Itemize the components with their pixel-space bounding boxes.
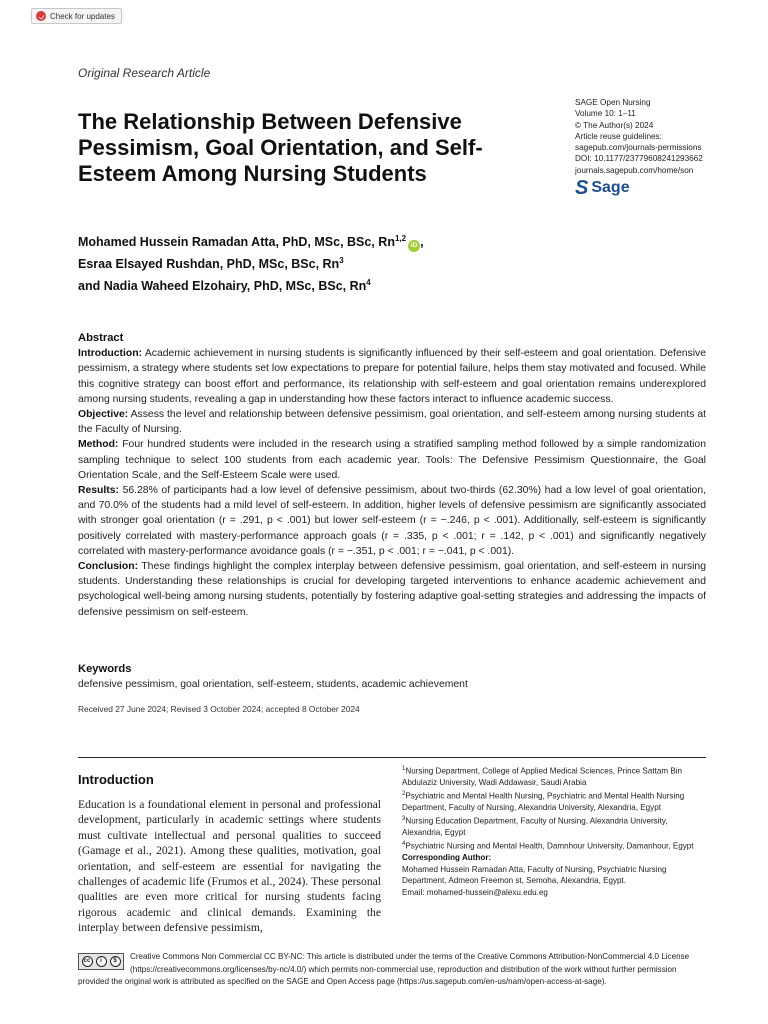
affiliation-number: 2: [402, 790, 406, 797]
by-icon: i: [96, 956, 107, 967]
doi[interactable]: DOI: 10.1177/23779608241293662: [575, 154, 703, 164]
nc-icon: $: [110, 956, 121, 967]
introduction-label: Introduction:: [78, 348, 143, 360]
keywords-section: [78, 662, 468, 692]
author-affiliation-ref: 1,2: [394, 234, 407, 243]
check-for-updates-label: Check for updates: [50, 11, 115, 21]
affiliation-text: Nursing Department, College of Applied Medical Sciences, Prince Sattam Bin Abdulaziz University, Wadi Addawasir, Saudi Arabia: [402, 766, 683, 788]
journal-volume: Volume 10: 1–11: [575, 109, 636, 119]
affiliation-item: [402, 814, 706, 839]
orcid-icon[interactable]: iD: [408, 240, 420, 252]
journal-copyright: © The Author(s) 2024: [575, 120, 654, 130]
article-title: The Relationship Between Defensive Pessimism, Goal Orientation, and Self-Esteem Among Nursing Students: [78, 109, 483, 186]
abstract-conclusion: [78, 559, 706, 620]
keywords-text: defensive pessimism, goal orientation, self-esteem, students, academic achievement: [78, 679, 468, 690]
sage-logo: [575, 177, 703, 200]
license-notice: [78, 951, 706, 989]
author-name: Nadia Waheed Elzohairy, PhD, MSc, BSc, Rn: [103, 278, 367, 293]
author-affiliation-ref: 3: [339, 256, 344, 266]
corresponding-author-text: Mohamed Hussein Ramadan Atta, Faculty of Nursing, Psychiatric Nursing Department, Admeon Freemon st, Semoha, Alexandria, Egypt.: [402, 864, 667, 886]
objective-text: Assess the level and relationship between defensive pessimism, goal orientation, and self-esteem among nursing students at the Faculty of Nursing.: [78, 409, 706, 436]
method-text: Four hundred students were included in the research using a stratified sampling method followed by a simple randomization sampling technique to select 100 students from each academic year. Tools: The Defensive Pessimism Questionnaire, the Goal Orientation Scale, and the Self-Esteem Scale were used.: [78, 439, 706, 481]
author-line: [78, 230, 424, 252]
author-name: Esraa Elsayed Rushdan, PhD, MSc, BSc, Rn: [78, 257, 340, 272]
journal-home-link[interactable]: journals.sagepub.com/home/son: [575, 165, 694, 175]
corresponding-author-heading: Corresponding Author:: [402, 852, 492, 862]
abstract-heading: Abstract: [78, 332, 124, 344]
sage-logo-icon: S: [575, 177, 589, 200]
affiliation-item: [402, 839, 706, 852]
cc-icon: cc: [82, 956, 93, 967]
introduction-body: Education is a foundational element in personal and professional development, particularly in academic settings where students must cultivate intellectual and personal qualities to succeed (Gamage et al., 2021). Among these qualities, motivation, goal orientation, and self-esteem are essential for navigating the challenges of academic life (Frumos et al., 2024). These personal qualities are even more critical for nursing students facing rigorous academic and clinical demands. Examining the interplay between defensive pessimism,: [78, 798, 381, 935]
abstract-method: [78, 437, 706, 483]
conclusion-text: These findings highlight the complex interplay between defensive pessimism, goal orientation, and self-esteem in nursing students. Understanding these relationships is crucial for developing targeted interventions to enhance academic achievement and psychological well-being among nursing students, potentially by fostering adaptive goal-setting strategies and addressing the impacts of defensive pessimism on self-esteem.: [78, 561, 706, 618]
abstract: [78, 331, 706, 620]
method-label: Method:: [78, 439, 119, 451]
affiliations: [402, 764, 706, 898]
objective-label: Objective:: [78, 409, 129, 421]
author-prefix: and: [78, 278, 104, 293]
author-list: [78, 230, 424, 295]
author-name: Mohamed Hussein Ramadan Atta, PhD, MSc, BSc, Rn: [78, 235, 395, 250]
author-line: [78, 252, 424, 274]
keywords-heading: Keywords: [78, 663, 132, 675]
section-divider: [78, 757, 706, 758]
conclusion-label: Conclusion:: [78, 561, 139, 573]
license-text: Creative Commons Non Commercial CC BY-NC: This article is distributed under the terms of the Creative Commons Attribution-NonCommercial 4.0 License (https://creativecommons.org/licenses/by-nc/4.0/) which permits non-commercial use, reproduction and distribution of the work without further permission provided the original work is attributed as specified on the SAGE and Open Access page (https://us.sagepub.com/en-us/nam/open-access-at-sage).: [78, 952, 690, 987]
article-type: Original Research Article: [78, 66, 211, 80]
author-line: [78, 274, 424, 296]
author-separator: ,: [420, 235, 424, 250]
abstract-objective: [78, 407, 706, 437]
corresponding-author-email[interactable]: Email: mohamed-hussein@alexu.edu.eg: [402, 887, 548, 897]
results-label: Results:: [78, 485, 119, 497]
check-updates-icon: [36, 11, 46, 21]
article-dates: Received 27 June 2024; Revised 3 October 2024; accepted 8 October 2024: [78, 704, 360, 714]
reuse-link[interactable]: sagepub.com/journals-permissions: [575, 143, 702, 153]
affiliation-text: Psychiatric Nursing and Mental Health, Damnhour University, Damanhour, Egypt: [405, 841, 694, 851]
author-affiliation-ref: 4: [366, 277, 371, 287]
introduction-text: Academic achievement in nursing students is significantly influenced by their self-esteem and goal orientation. Defensive pessimism, a strategy where students set low expectations to prepare for potential failure, helps them stay motivated and focused. While this cognitive strategy can boost effort and performance, its relationship with self-esteem and goal orientation remains underexplored among nursing students, revealing a gap in understanding how these factors interact to influence academic success.: [78, 348, 706, 405]
affiliation-item: [402, 764, 706, 789]
reuse-label: Article reuse guidelines:: [575, 131, 662, 141]
affiliation-text: Psychiatric and Mental Health Nursing, Psychiatric and Mental Health Nursing Department, Faculty of Nursing, Alexandria University, Alexandria, Egypt: [402, 791, 685, 813]
results-text: 56.28% of participants had a low level of defensive pessimism, about two-thirds (62.30%) had a low level of goal orientation, and 70.0% of the students had a mild level of self-esteem. In addition, higher levels of defensive pessimism are significantly associated with stronger goal orientation (r = .291, p < .001) but lower self-esteem (r = −.246, p < .001). Additionally, self-esteem is significantly positively correlated with mastery-performance approach goals (r = .335, p < .001; r = .142, p < .001) and significantly negatively correlated with mastery-performance avoidance goals (r = −.351, p < .001; r = −.041, p < .001).: [78, 485, 706, 557]
sage-logo-text: Sage: [591, 179, 630, 197]
affiliation-text: Nursing Education Department, Faculty of Nursing, Alexandria University, Alexandria, Egypt: [402, 816, 668, 838]
affiliation-item: [402, 789, 706, 814]
abstract-results: [78, 483, 706, 559]
check-for-updates-badge[interactable]: [31, 8, 122, 24]
introduction-heading: Introduction: [78, 772, 154, 787]
journal-info: [575, 97, 703, 200]
abstract-introduction: [78, 346, 706, 407]
affiliation-number: 3: [402, 815, 406, 822]
affiliation-number: 4: [402, 840, 406, 847]
affiliation-number: 1: [402, 766, 406, 772]
journal-name: SAGE Open Nursing: [575, 98, 651, 107]
cc-by-nc-badge: [78, 953, 124, 970]
